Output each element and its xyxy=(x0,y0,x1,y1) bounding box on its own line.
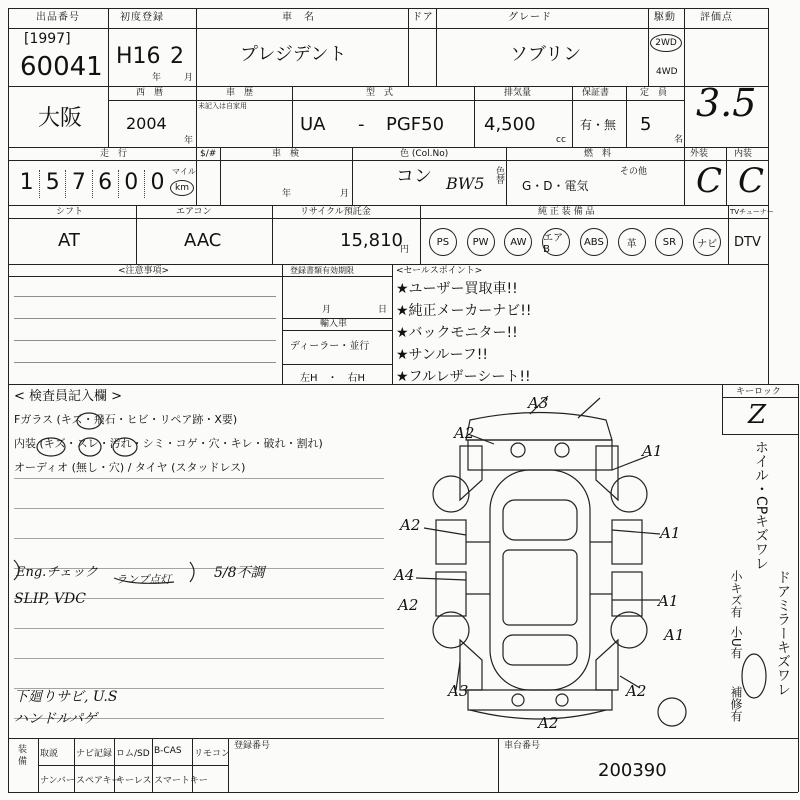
equip-cell: キーレス xyxy=(116,776,152,786)
recycle-header: リサイクル預託金 xyxy=(300,207,371,217)
mark-front: A3 xyxy=(528,394,549,412)
inspector-header: < 検査員記入欄 > xyxy=(14,389,123,404)
model-dash: - xyxy=(358,114,365,135)
color-header: 色 (Col.No) xyxy=(400,149,449,159)
dealer-parallel: ディーラー・並行 xyxy=(290,341,370,352)
color-value: コン xyxy=(396,166,432,187)
mark-left-2: A4 xyxy=(394,566,415,584)
year-unit: 年 xyxy=(152,73,162,83)
equip-cell: ロム/SD xyxy=(116,749,150,759)
history-note: 未記入は自家用 xyxy=(198,102,247,110)
equip-cell: ナンバー xyxy=(40,776,75,786)
km-label: km xyxy=(170,180,194,196)
caution-header: <注意事項> xyxy=(118,266,170,276)
exterior-value: C xyxy=(696,161,723,201)
equip-cell: リモコン xyxy=(194,749,231,759)
mark-rear-right-2: A2 xyxy=(626,682,647,700)
hand-note-1a: Eng.チェック xyxy=(16,565,98,580)
color-code: BW5 xyxy=(446,174,485,193)
hand-note-1c: 5/8不調 xyxy=(214,565,265,581)
drive-2wd: 2WD xyxy=(650,34,682,52)
sales-point: ★バックモニター!! xyxy=(396,325,518,341)
header-door: ドア xyxy=(412,12,434,23)
option-badge: AW xyxy=(504,228,532,256)
model-header: 型 式 xyxy=(366,88,394,98)
equip-cell: スマートキー xyxy=(154,776,208,786)
warranty-value: 有・無 xyxy=(580,118,617,132)
options-header: 純 正 装 備 品 xyxy=(538,207,595,217)
header-first-reg: 初度登録 xyxy=(120,12,164,23)
inspector-line2: 内装 (キズ・スレ・汚れ・シミ・コゲ・穴・キレ・破れ・割れ) xyxy=(14,437,323,450)
rating-value: 3.5 xyxy=(696,81,757,125)
fuel-other: その他 xyxy=(620,167,648,177)
shaken-year-unit: 年 xyxy=(282,189,292,199)
warranty-header: 保証書 xyxy=(582,88,610,98)
sales-point: ★サンルーフ!! xyxy=(396,347,489,363)
mark-front-right: A1 xyxy=(642,442,663,460)
day-label: 日 xyxy=(378,305,388,315)
interior-value: C xyxy=(738,161,765,201)
option-badge: ナビ xyxy=(693,228,721,256)
car-name: プレジデント xyxy=(240,44,347,65)
option-badge: 革 xyxy=(618,228,646,256)
shift-header: シフト xyxy=(56,207,84,217)
hand-note-4: ハンドルパゲ xyxy=(14,711,98,727)
equip-row-bottom xyxy=(38,765,228,792)
reg-number-label: 登録番号 xyxy=(234,741,271,751)
sd-header: $/# xyxy=(200,149,217,159)
right-notes xyxy=(729,440,798,730)
displacement-header: 排気量 xyxy=(504,88,532,98)
repaint-label: 色替 xyxy=(496,167,506,186)
option-badge: PS xyxy=(429,228,457,256)
grade: ソブリン xyxy=(510,44,582,65)
import-header: 輸入車 xyxy=(320,319,348,329)
mile-label: マイル xyxy=(172,167,196,176)
equip-cell: 取説 xyxy=(40,749,59,759)
model-prefix: UA xyxy=(300,114,326,135)
equip-cell: ナビ記録 xyxy=(76,749,113,759)
lot-number: 60041 xyxy=(20,52,103,82)
sales-point: ★フルレザーシート!! xyxy=(396,369,531,385)
mark-rear: A2 xyxy=(538,714,559,732)
options-row xyxy=(424,226,726,258)
mark-right-2: A1 xyxy=(658,592,679,610)
header-grade: グレード xyxy=(508,12,552,23)
header-lot-number: 出品番号 xyxy=(36,12,80,23)
right-note-5: 補修有 xyxy=(729,686,743,722)
person-unit: 名 xyxy=(674,135,684,145)
history-header: 車 歴 xyxy=(226,88,254,98)
reg-month: 2 xyxy=(170,44,184,69)
keylock-value: Z xyxy=(748,400,767,430)
era: H16 xyxy=(116,44,161,69)
keylock-header: キーロック xyxy=(736,387,781,397)
drive-4wd: 4WD xyxy=(656,67,678,77)
sales-point: ★ユーザー買取車!! xyxy=(396,281,518,297)
sales-point: ★純正メーカーナビ!! xyxy=(396,303,532,319)
hand-note-2: SLIP, VDC xyxy=(14,591,86,607)
year-value: 2004 xyxy=(126,114,167,133)
header-rating: 評価点 xyxy=(700,12,733,23)
lot-year: [1997] xyxy=(24,31,71,47)
mileage-digit: 0 xyxy=(144,170,170,198)
sales-points xyxy=(396,278,532,388)
year-header: 西 暦 xyxy=(136,88,164,98)
shaken-header: 車 検 xyxy=(272,149,300,159)
mark-right-1: A1 xyxy=(660,524,681,542)
mark-left-3: A2 xyxy=(398,596,419,614)
interior-header: 内装 xyxy=(734,149,753,159)
option-badge: PW xyxy=(467,228,495,256)
mileage-digit: 1 xyxy=(19,170,34,195)
equip-cell: スペアキー xyxy=(76,776,121,786)
mileage-digit: 0 xyxy=(118,170,144,198)
header-drive: 駆動 xyxy=(654,12,676,23)
mileage-digit: 6 xyxy=(92,170,118,198)
capacity-value: 5 xyxy=(640,114,652,135)
month-unit: 月 xyxy=(184,73,194,83)
region: 大阪 xyxy=(38,106,83,131)
right-note-4: 小U有 xyxy=(729,626,743,659)
shaken-month-unit: 月 xyxy=(340,189,350,199)
mileage-digit: 5 xyxy=(39,170,65,198)
mark-rear-left: A3 xyxy=(448,682,469,700)
year-unit-2: 年 xyxy=(184,136,194,146)
reg-doc-header: 登録書類有効期限 xyxy=(290,266,354,275)
recycle-unit: 円 xyxy=(400,245,410,255)
displacement-value: 4,500 xyxy=(484,114,536,135)
model-value: PGF50 xyxy=(386,114,445,135)
equip-cell: B-CAS xyxy=(154,746,182,756)
right-note-1: ホイル・CPキズワレ xyxy=(753,440,769,571)
equip-row-top xyxy=(38,738,231,765)
equip-header: 装 備 xyxy=(18,745,28,767)
shift-value: AT xyxy=(58,230,80,251)
ac-header: エアコン xyxy=(176,207,212,217)
sales-header: <セールスポイント> xyxy=(396,266,483,276)
header-car-name: 車 名 xyxy=(282,12,315,23)
option-badge: エアB xyxy=(542,228,570,256)
mileage-digit: 7 xyxy=(65,170,91,198)
mark-front-left: A2 xyxy=(454,424,475,442)
capacity-header: 定 員 xyxy=(640,88,668,98)
tv-value: DTV xyxy=(734,235,761,250)
exterior-header: 外装 xyxy=(690,149,709,159)
fuel-header: 燃 料 xyxy=(584,149,612,159)
mileage-header: 走 行 xyxy=(100,149,128,159)
inspector-line3: オーディオ (無し・穴) / タイヤ (スタッドレス) xyxy=(14,461,246,474)
option-badge: ABS xyxy=(580,228,608,256)
ac-value: AAC xyxy=(184,230,222,251)
month-label: 月 xyxy=(322,305,332,315)
fuel-value: G・D・電気 xyxy=(522,179,589,193)
mileage-digits xyxy=(14,170,170,198)
stock-number-label: 車台番号 xyxy=(504,741,541,751)
stock-number-value: 200390 xyxy=(598,760,667,781)
right-note-3: ドアミラーキズワレ xyxy=(775,570,791,696)
mark-rear-right: A1 xyxy=(664,626,685,644)
steering: 左H ・ 右H xyxy=(300,373,366,384)
hand-note-1b: ランプ点灯 xyxy=(116,573,171,586)
inspector-line1: Fガラス (キズ・飛石・ヒビ・リペア跡・X要) xyxy=(14,413,238,426)
tv-header: TVチューナー xyxy=(730,208,774,216)
hand-note-3: 下廻りサビ, U.S xyxy=(14,689,118,705)
cc-unit: cc xyxy=(556,135,566,145)
mark-left-1: A2 xyxy=(400,516,421,534)
option-badge: SR xyxy=(655,228,683,256)
recycle-value: 15,810 xyxy=(340,230,403,251)
right-note-2: 小キズ有 xyxy=(729,570,743,618)
